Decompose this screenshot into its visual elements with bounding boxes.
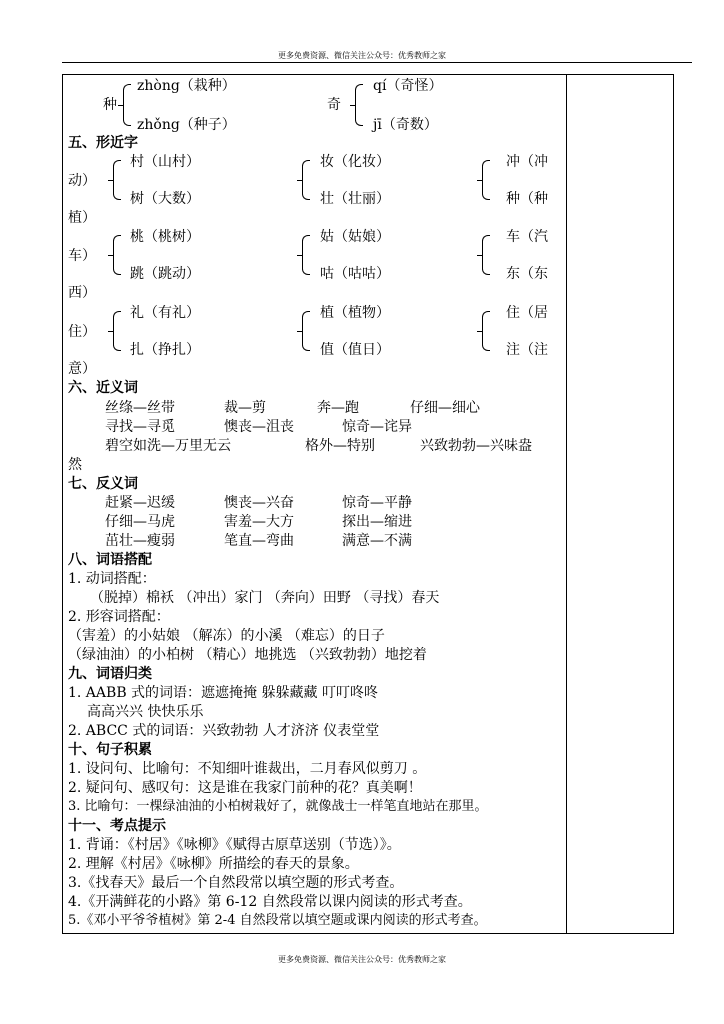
synonym: 寻找—寻觅 (105, 419, 175, 435)
section-title: 十、句子积累 (68, 742, 152, 758)
word-pair: 冲（冲 (506, 154, 548, 170)
wrap-text: 然 (68, 457, 82, 473)
brace (302, 235, 310, 275)
word-pair: 姑（姑娘） (320, 229, 390, 245)
brace (113, 235, 121, 275)
word-pair: 跳（跳动） (130, 266, 200, 282)
wrap-text: 住） (68, 324, 96, 340)
text-line: 3.《找春天》最后一个自然段常以填空题的形式考查。 (68, 875, 404, 891)
antonym: 笔直—弯曲 (224, 533, 294, 549)
text-line: 1. 设问句、比喻句：不知细叶谁裁出，二月春风似剪刀 。 (68, 761, 427, 777)
word-pair: 车（汽 (506, 229, 548, 245)
brace (355, 84, 363, 126)
page-footer: 更多免费资源、微信关注公众号：优秀教师之家 (278, 955, 446, 964)
section-title: 七、反义词 (68, 476, 138, 492)
antonym: 懊丧—兴奋 (224, 495, 294, 511)
brace (302, 311, 310, 351)
text-line: 4.《开满鲜花的小路》第 6-12 自然段常以课内阅读的形式考查。 (68, 894, 472, 910)
poly-qi-2: jī（奇数） (373, 117, 438, 133)
antonym: 满意—不满 (342, 533, 412, 549)
poly-zhong-2: zhǒng（种子） (137, 117, 236, 133)
word-pair: 礼（有礼） (130, 305, 200, 321)
wrap-text: 植） (68, 210, 96, 226)
synonym: 仔细—细心 (410, 400, 480, 416)
word-pair: 桃（桃树） (130, 229, 200, 245)
word-pair: 值（值日） (320, 342, 390, 358)
section-title: 六、近义词 (68, 380, 138, 396)
page-header: 更多免费资源、微信关注公众号：优秀教师之家 (278, 51, 446, 60)
text-line: 2. 理解《村居》《咏柳》所描绘的春天的景象。 (68, 856, 359, 872)
antonym: 探出—缩进 (342, 514, 412, 530)
synonym: 格外—特别 (305, 438, 375, 454)
header-divider (62, 62, 692, 63)
text-line: （脱掉）棉袄 （冲出）家门 （奔向）田野 （寻找）春天 (90, 590, 440, 606)
brace (113, 160, 121, 200)
poly-zhong-1: zhòng（栽种） (137, 78, 236, 94)
word-pair: 树（大数） (130, 191, 200, 207)
text-line: （害羞）的小姑娘 （解冻）的小溪 （难忘）的日子 (68, 628, 385, 644)
text-line: 高高兴兴 快快乐乐 (87, 704, 204, 720)
text-line: 5.《邓小平爷爷植树》第 2-4 自然段常以填空题或课内阅读的形式考查。 (68, 913, 487, 928)
text-line: （绿油油）的小柏树 （精心）地挑选 （兴致勃勃）地挖着 (68, 647, 427, 663)
text-line: 1. AABB 式的词语：遮遮掩掩 躲躲藏藏 叮叮咚咚 (68, 685, 378, 701)
section-title: 八、词语搭配 (68, 552, 152, 568)
poly-qi-char: 奇 (327, 97, 341, 113)
antonym: 害羞—大方 (224, 514, 294, 530)
word-pair: 壮（壮丽） (320, 191, 390, 207)
word-pair: 注（注 (506, 342, 548, 358)
antonym: 茁壮—瘦弱 (105, 533, 175, 549)
text-line: 2. 疑问句、感叹句：这是谁在我家门前种的花？真美啊！ (68, 780, 422, 796)
text-line: 2. 形容词搭配： (68, 609, 170, 625)
word-pair: 扎（挣扎） (130, 342, 200, 358)
synonym: 碧空如洗—万里无云 (105, 438, 231, 454)
wrap-text: 动） (68, 173, 96, 189)
text-line: 2. ABCC 式的词语：兴致勃勃 人才济济 仪表堂堂 (68, 723, 380, 739)
text-line: 1. 动词搭配： (68, 571, 156, 587)
word-pair: 住（居 (506, 305, 548, 321)
column-divider (566, 74, 567, 934)
antonym: 仔细—马虎 (105, 514, 175, 530)
brace (482, 235, 490, 275)
synonym: 懊丧—沮丧 (224, 419, 294, 435)
word-pair: 植（植物） (320, 305, 390, 321)
brace (113, 311, 121, 351)
synonym: 丝绦—丝带 (105, 400, 175, 416)
antonym: 赶紧—迟缓 (105, 495, 175, 511)
brace (482, 311, 490, 351)
brace (302, 160, 310, 200)
wrap-text: 车） (68, 248, 96, 264)
brace (482, 160, 490, 200)
synonym: 惊奇—诧异 (342, 419, 412, 435)
brace (123, 84, 131, 126)
text-line: 3. 比喻句：一棵绿油油的小柏树栽好了，就像战士一样笔直地站在那里。 (68, 799, 488, 814)
section-title: 十一、考点提示 (68, 818, 166, 834)
antonym: 惊奇—平静 (342, 495, 412, 511)
wrap-text: 意） (68, 361, 96, 377)
synonym: 奔—跑 (317, 400, 359, 416)
text-line: 1. 背诵：《村居》《咏柳》《赋得古原草送别（节选）》。 (68, 837, 401, 853)
word-pair: 咕（咕咕） (320, 266, 390, 282)
synonym: 兴致勃勃—兴味盎 (420, 438, 532, 454)
poly-qi-1: qí（奇怪） (373, 78, 443, 94)
section-title: 九、词语归类 (68, 666, 152, 682)
word-pair: 东（东 (506, 266, 548, 282)
wrap-text: 西） (68, 285, 96, 301)
synonym: 裁—剪 (224, 400, 266, 416)
word-pair: 妆（化妆） (320, 154, 390, 170)
section-title: 五、形近字 (68, 135, 138, 151)
word-pair: 村（山村） (130, 154, 200, 170)
word-pair: 种（种 (506, 191, 548, 207)
poly-zhong-char: 种 (103, 97, 117, 113)
